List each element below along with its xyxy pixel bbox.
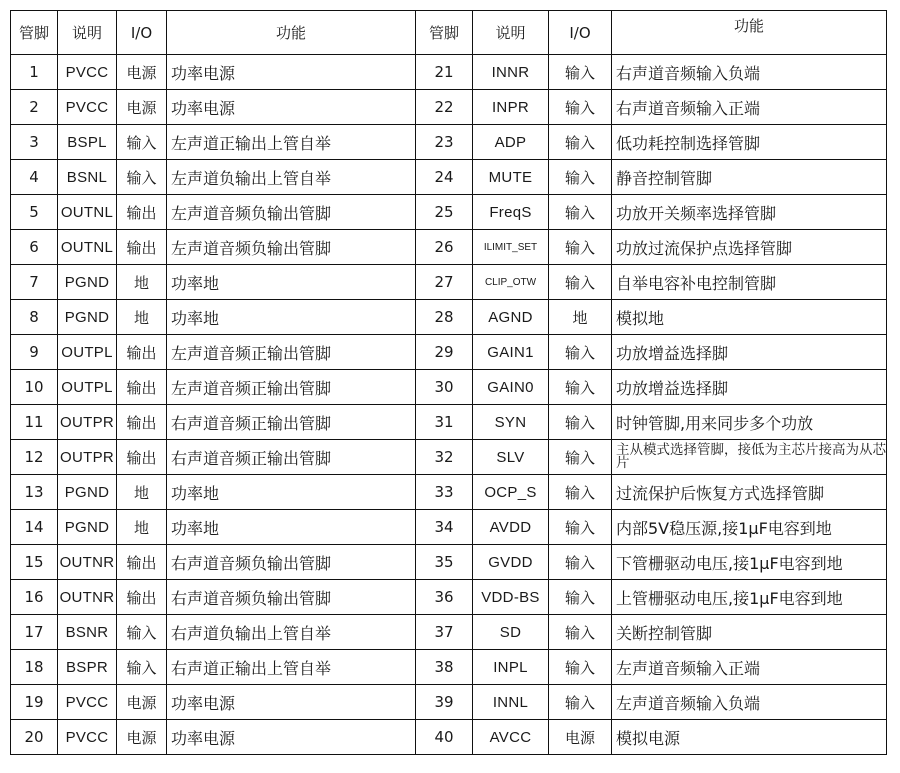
pin-function-cell: 功率地 [167,300,416,335]
pin-function-cell: 功放增益选择脚 [612,370,887,405]
pin-name-cell: PVCC [58,90,117,125]
pin-function-cell: 左声道音频输入负端 [612,685,887,720]
table-row [11,720,887,755]
pin-name-cell: CLIP_OTW [473,265,549,300]
pin-number-cell: 39 [416,685,473,720]
table-row [11,265,887,300]
pin-io-cell: 输入 [549,265,612,300]
pin-function-cell: 左声道音频正输出管脚 [167,335,416,370]
pin-io-cell: 输入 [549,335,612,370]
pin-number-cell: 18 [11,650,58,685]
pin-name-cell: PVCC [58,720,117,755]
pin-io-cell: 输入 [549,475,612,510]
pin-io-cell: 输入 [549,545,612,580]
pin-io-cell: 输出 [117,370,167,405]
pin-name-cell: MUTE [473,160,549,195]
pin-function-cell: 功率电源 [167,55,416,90]
pin-function-cell: 主从模式选择管脚，接低为主芯片接高为从芯片 [612,440,887,475]
pin-name-cell: OUTNL [58,230,117,265]
pin-io-cell: 地 [549,300,612,335]
pin-name-cell: OCP_S [473,475,549,510]
pin-function-cell: 功放过流保护点选择管脚 [612,230,887,265]
pin-function-cell: 右声道音频负输出管脚 [167,580,416,615]
pin-number-cell: 19 [11,685,58,720]
pin-io-cell: 输出 [117,230,167,265]
pin-io-cell: 输出 [117,405,167,440]
pin-name-cell: GAIN1 [473,335,549,370]
pin-function-cell: 功率地 [167,510,416,545]
pin-function-cell: 右声道音频输入正端 [612,90,887,125]
pin-number-cell: 34 [416,510,473,545]
pin-number-cell: 10 [11,370,58,405]
pin-io-cell: 输入 [549,160,612,195]
table-row [11,300,887,335]
pin-io-cell: 输入 [549,650,612,685]
pin-number-cell: 3 [11,125,58,160]
pin-number-cell: 28 [416,300,473,335]
table-row [11,405,887,440]
pin-number-cell: 8 [11,300,58,335]
table-row [11,160,887,195]
table-row [11,615,887,650]
pin-name-cell: ADP [473,125,549,160]
header-name-left: 说明 [58,11,117,55]
header-row [11,11,887,55]
pin-number-cell: 17 [11,615,58,650]
pin-number-cell: 37 [416,615,473,650]
pin-number-cell: 25 [416,195,473,230]
pin-function-cell: 右声道音频正输出管脚 [167,405,416,440]
pin-name-cell: OUTPR [58,405,117,440]
pin-io-cell: 输入 [549,125,612,160]
pin-function-cell: 功放开关频率选择管脚 [612,195,887,230]
pin-io-cell: 输出 [117,335,167,370]
pin-io-cell: 地 [117,475,167,510]
pin-io-cell: 输入 [549,55,612,90]
pin-function-cell: 功率地 [167,265,416,300]
pin-function-cell: 左声道音频正输出管脚 [167,370,416,405]
pin-io-cell: 输入 [117,615,167,650]
pin-name-cell: OUTNL [58,195,117,230]
pin-number-cell: 36 [416,580,473,615]
pin-io-cell: 输入 [549,510,612,545]
header-io-left: I/O [117,11,167,55]
pin-function-cell: 功率电源 [167,90,416,125]
pin-io-cell: 输出 [117,545,167,580]
pin-name-cell: INNR [473,55,549,90]
pin-name-cell: BSPL [58,125,117,160]
pin-name-cell: OUTNR [58,545,117,580]
pin-io-cell: 输出 [117,440,167,475]
pin-number-cell: 2 [11,90,58,125]
pin-name-cell: OUTNR [58,580,117,615]
pin-io-cell: 地 [117,265,167,300]
pin-number-cell: 23 [416,125,473,160]
pin-function-cell: 左声道音频负输出管脚 [167,230,416,265]
pin-io-cell: 电源 [117,90,167,125]
pin-number-cell: 16 [11,580,58,615]
pin-name-cell: FreqS [473,195,549,230]
pin-number-cell: 32 [416,440,473,475]
pin-name-cell: PVCC [58,685,117,720]
pin-function-cell: 自举电容补电控制管脚 [612,265,887,300]
table-row [11,370,887,405]
table-row [11,230,887,265]
pin-name-cell: ILIMIT_SET [473,230,549,265]
pin-number-cell: 35 [416,545,473,580]
table-row [11,580,887,615]
pin-function-cell: 右声道音频负输出管脚 [167,545,416,580]
table-row [11,545,887,580]
pin-io-cell: 电源 [117,55,167,90]
pin-function-cell: 上管栅驱动电压,接1μF电容到地 [612,580,887,615]
pin-function-cell: 右声道负输出上管自举 [167,615,416,650]
pin-name-cell: GVDD [473,545,549,580]
pin-io-cell: 电源 [117,720,167,755]
pin-function-cell: 模拟电源 [612,720,887,755]
table-body [11,55,887,755]
pin-number-cell: 27 [416,265,473,300]
header-pin-left: 管脚 [11,11,58,55]
pin-number-cell: 4 [11,160,58,195]
pin-name-cell: OUTPR [58,440,117,475]
pin-number-cell: 9 [11,335,58,370]
pin-io-cell: 输入 [549,90,612,125]
pin-number-cell: 33 [416,475,473,510]
pin-function-cell: 功率电源 [167,720,416,755]
pin-function-cell: 左声道音频负输出管脚 [167,195,416,230]
table-row [11,125,887,160]
pin-number-cell: 30 [416,370,473,405]
pin-function-cell: 下管栅驱动电压,接1μF电容到地 [612,545,887,580]
pin-name-cell: GAIN0 [473,370,549,405]
pin-io-cell: 输入 [117,650,167,685]
header-pin-right: 管脚 [416,11,473,55]
pin-definition-table [10,10,887,755]
pin-number-cell: 22 [416,90,473,125]
pin-number-cell: 20 [11,720,58,755]
pin-function-cell: 功率地 [167,475,416,510]
pin-name-cell: BSNR [58,615,117,650]
pin-name-cell: SYN [473,405,549,440]
pin-name-cell: BSPR [58,650,117,685]
pin-function-cell: 过流保护后恢复方式选择管脚 [612,475,887,510]
pin-name-cell: OUTPL [58,335,117,370]
pin-function-cell: 内部5V稳压源,接1μF电容到地 [612,510,887,545]
table-row [11,685,887,720]
pin-function-cell: 模拟地 [612,300,887,335]
pin-io-cell: 输入 [117,125,167,160]
pin-number-cell: 26 [416,230,473,265]
table-row [11,195,887,230]
pin-io-cell: 电源 [117,685,167,720]
pin-name-cell: PGND [58,510,117,545]
table-row [11,335,887,370]
table-row [11,475,887,510]
pin-name-cell: INPR [473,90,549,125]
pin-io-cell: 输出 [117,195,167,230]
pin-name-cell: SD [473,615,549,650]
pin-name-cell: INPL [473,650,549,685]
pin-number-cell: 24 [416,160,473,195]
pin-name-cell: PGND [58,265,117,300]
pin-name-cell: OUTPL [58,370,117,405]
pin-number-cell: 15 [11,545,58,580]
pin-name-cell: AVDD [473,510,549,545]
pin-name-cell: PVCC [58,55,117,90]
table-row [11,440,887,475]
header-function-right: 功能 [612,11,887,55]
pin-function-cell: 功放增益选择脚 [612,335,887,370]
pin-function-cell: 右声道音频正输出管脚 [167,440,416,475]
pin-function-cell: 低功耗控制选择管脚 [612,125,887,160]
pin-io-cell: 电源 [549,720,612,755]
pin-function-cell: 右声道音频输入负端 [612,55,887,90]
pin-io-cell: 输入 [549,230,612,265]
pin-io-cell: 输入 [549,580,612,615]
pin-number-cell: 14 [11,510,58,545]
pin-function-cell: 左声道负输出上管自举 [167,160,416,195]
pin-number-cell: 38 [416,650,473,685]
pin-io-cell: 输入 [549,195,612,230]
pin-name-cell: AVCC [473,720,549,755]
pin-function-cell: 时钟管脚,用来同步多个功放 [612,405,887,440]
pin-number-cell: 21 [416,55,473,90]
pin-number-cell: 5 [11,195,58,230]
pin-number-cell: 13 [11,475,58,510]
pin-io-cell: 输入 [549,440,612,475]
pin-function-cell: 关断控制管脚 [612,615,887,650]
pin-number-cell: 1 [11,55,58,90]
pin-number-cell: 40 [416,720,473,755]
pin-name-cell: AGND [473,300,549,335]
pin-io-cell: 地 [117,300,167,335]
table-row [11,90,887,125]
pin-function-cell: 左声道音频输入正端 [612,650,887,685]
pin-number-cell: 11 [11,405,58,440]
pin-name-cell: PGND [58,475,117,510]
pin-name-cell: BSNL [58,160,117,195]
pin-number-cell: 31 [416,405,473,440]
pin-io-cell: 输入 [549,405,612,440]
pin-function-cell: 右声道正输出上管自举 [167,650,416,685]
table-row [11,55,887,90]
pin-name-cell: PGND [58,300,117,335]
pin-number-cell: 12 [11,440,58,475]
header-function-left: 功能 [167,11,416,55]
pin-number-cell: 7 [11,265,58,300]
pin-name-cell: VDD-BS [473,580,549,615]
pin-io-cell: 输入 [549,615,612,650]
header-io-right: I/O [549,11,612,55]
pin-name-cell: SLV [473,440,549,475]
pin-number-cell: 29 [416,335,473,370]
pin-function-cell: 左声道正输出上管自举 [167,125,416,160]
table-row [11,650,887,685]
pin-function-cell: 功率电源 [167,685,416,720]
pin-io-cell: 地 [117,510,167,545]
pin-io-cell: 输出 [117,580,167,615]
pin-io-cell: 输入 [549,370,612,405]
pin-function-cell: 静音控制管脚 [612,160,887,195]
pin-name-cell: INNL [473,685,549,720]
header-name-right: 说明 [473,11,549,55]
pin-io-cell: 输入 [117,160,167,195]
table-row [11,510,887,545]
pin-io-cell: 输入 [549,685,612,720]
pin-number-cell: 6 [11,230,58,265]
